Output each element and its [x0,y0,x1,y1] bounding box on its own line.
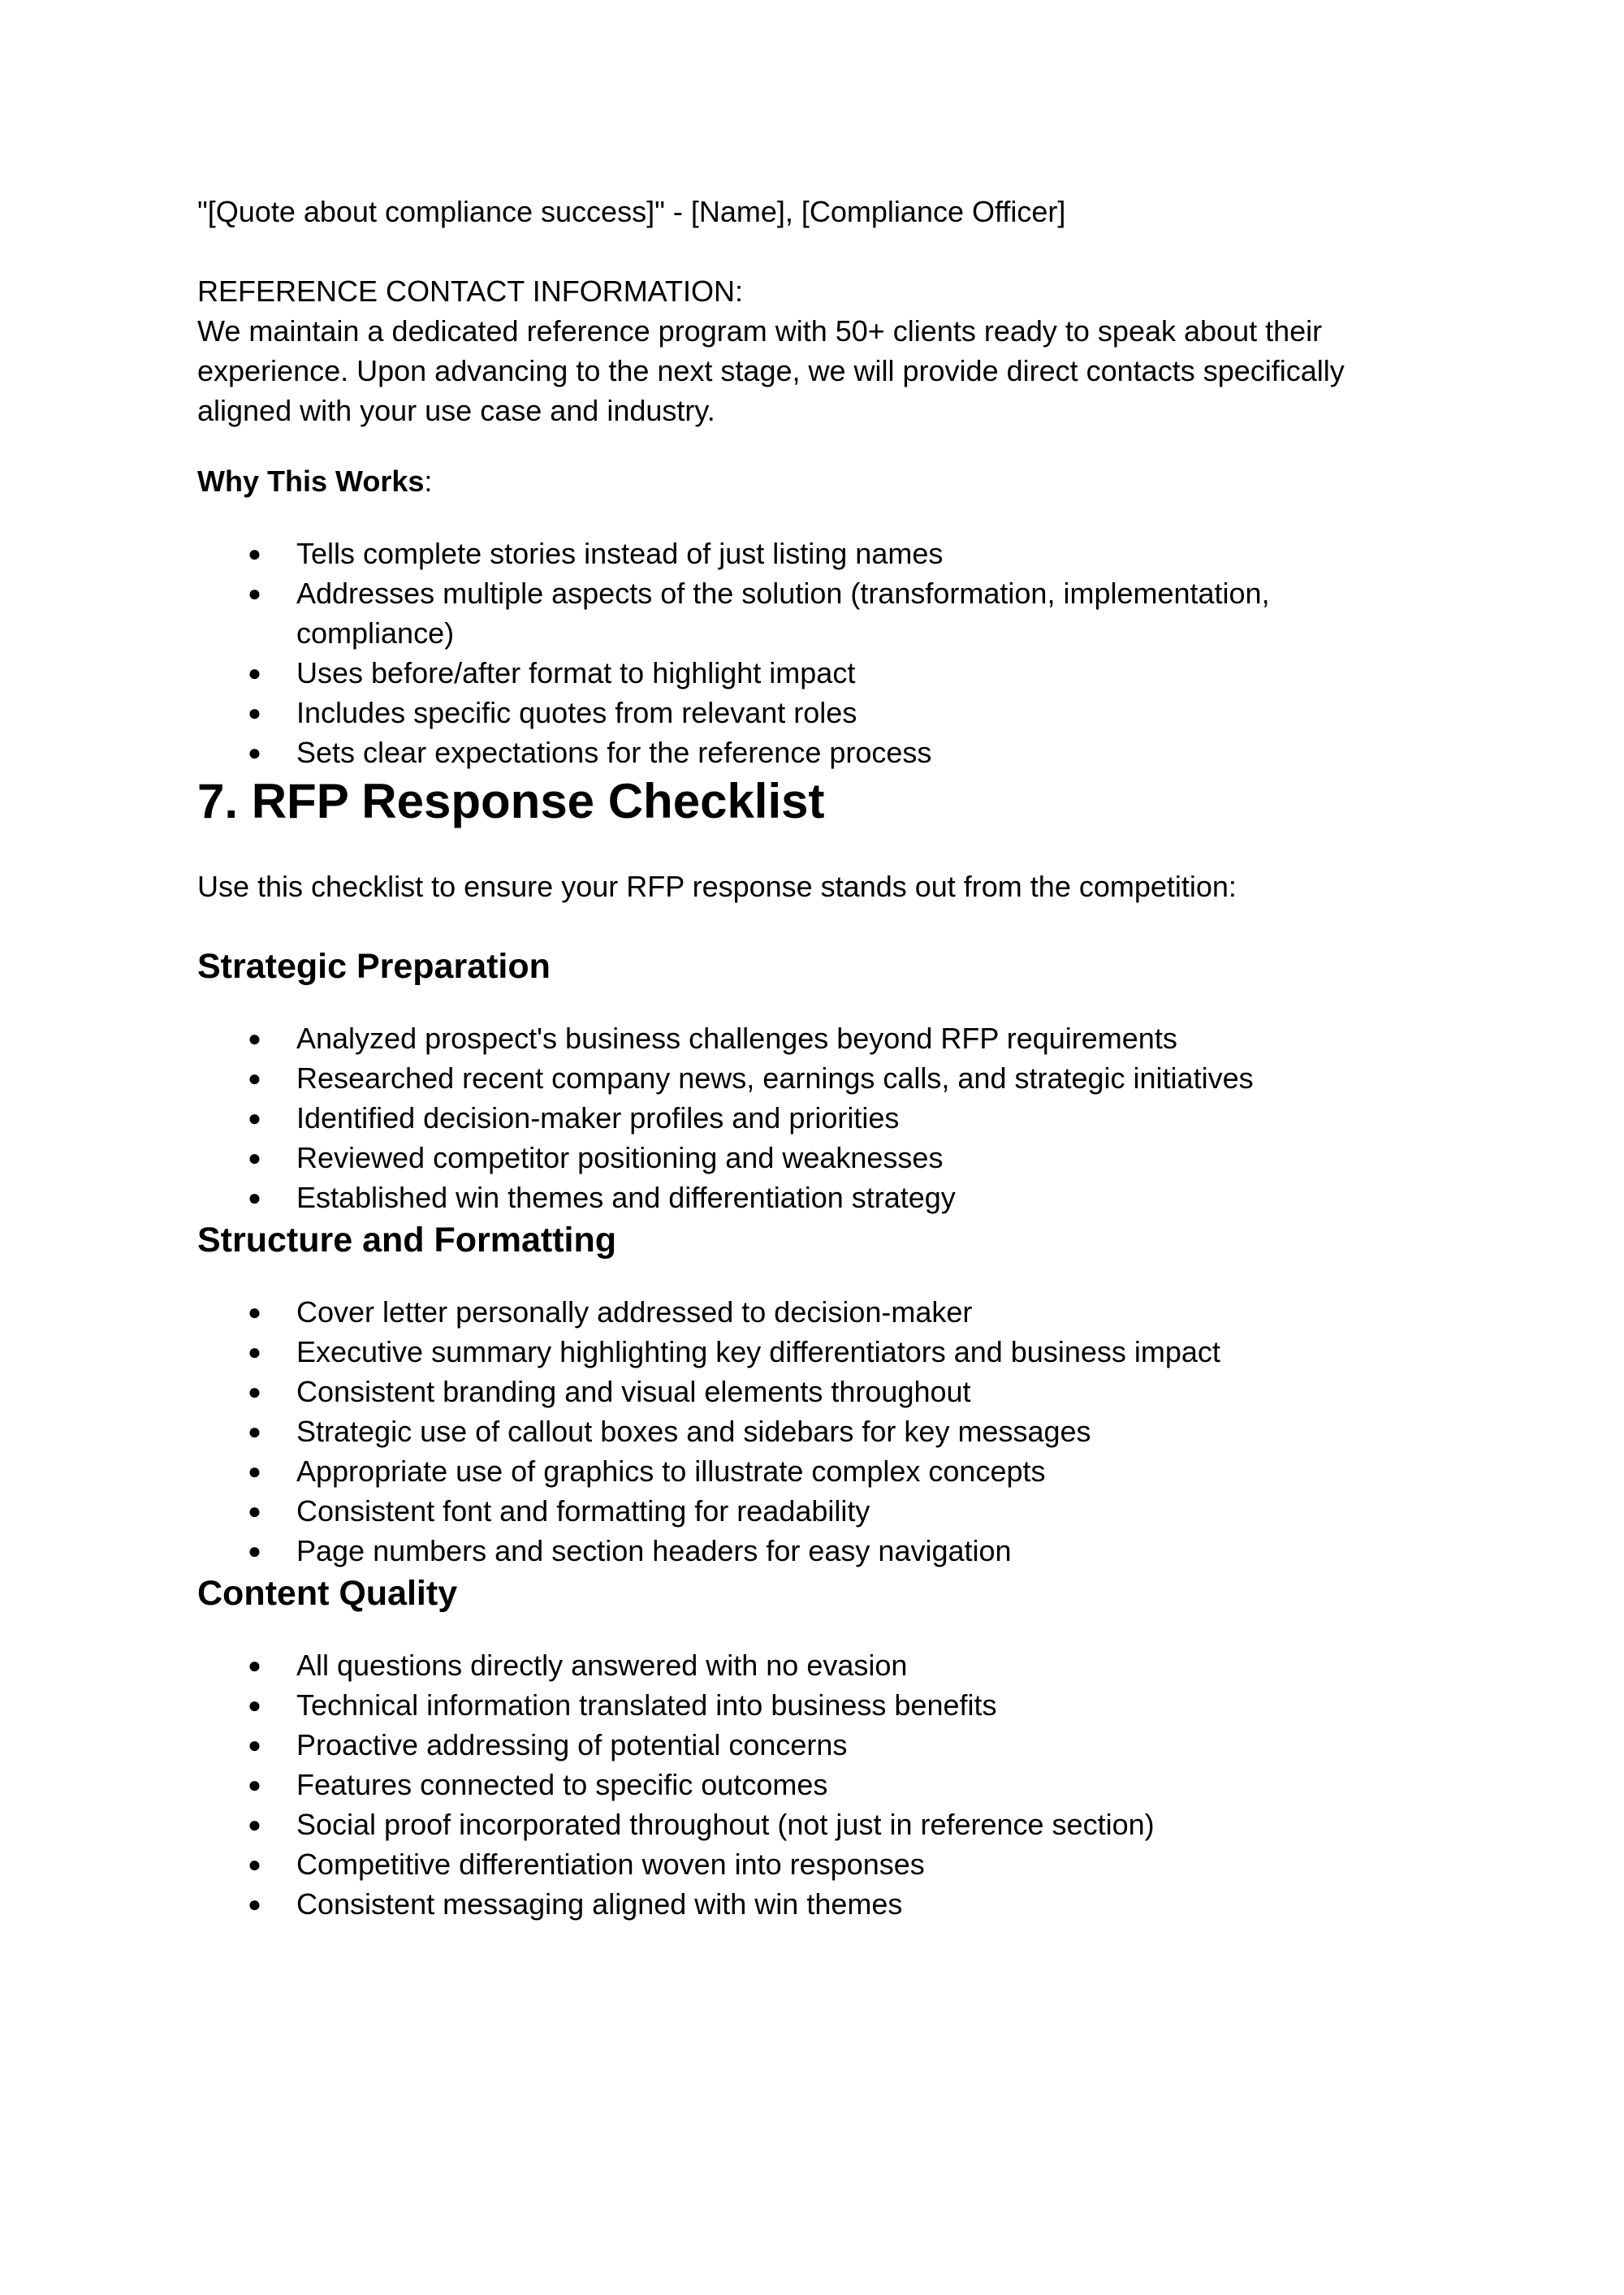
bullet-icon: ● [248,541,261,566]
bullet-icon: ● [248,1891,261,1917]
why-label-bold: Why This Works [197,465,425,498]
list-item [197,1058,1415,1098]
list-item-text: Identified decision-maker profiles and priorities [296,1101,900,1135]
list-item [197,1411,1415,1451]
list-item-text: Consistent branding and visual elements throughout [296,1375,971,1408]
list-item [197,653,1415,693]
compliance-quote: "[Quote about compliance success]" - [Name], [Compliance Officer] [197,195,1066,228]
strategic-preparation-list [197,1018,1415,1217]
list-item-text: Includes specific quotes from relevant roles [296,696,857,729]
bullet-icon: ● [248,1379,261,1404]
list-item [197,1645,1415,1685]
reference-text-line: We maintain a dedicated reference program with 50+ clients ready to speak about their [197,314,1323,348]
reference-contact-block [197,271,1415,430]
list-item-text: Sets clear expectations for the reference process [296,736,932,769]
list-item-text: Strategic use of callout boxes and sidebars for key messages [296,1415,1091,1448]
section-title: 7. RFP Response Checklist [197,774,825,828]
bullet-icon: ● [248,1145,261,1170]
bullet-icon: ● [248,700,261,725]
structure-formatting-heading: Structure and Formatting [197,1221,617,1260]
bullet-icon: ● [248,660,261,685]
why-label-colon: : [424,465,433,498]
list-item-text: Proactive addressing of potential concerns [296,1728,848,1761]
bullet-icon: ● [248,1498,261,1524]
structure-formatting-list [197,1292,1415,1571]
list-item-text: Social proof incorporated throughout (not just in reference section) [296,1808,1155,1841]
bullet-icon: ● [248,1026,261,1051]
section-intro: Use this checklist to ensure your RFP response stands out from the competition: [197,870,1237,903]
bullet-icon: ● [248,1299,261,1325]
bullet-icon: ● [248,1852,261,1877]
list-item-text: Uses before/after format to highlight impact [296,656,856,689]
list-item [197,534,1415,573]
list-item-text: Executive summary highlighting key differentiators and business impact [296,1335,1220,1368]
list-item [197,1292,1415,1332]
list-item-text: Cover letter personally addressed to decision-maker [296,1295,973,1329]
list-item [197,1804,1415,1844]
list-item-continuation [197,613,1415,653]
content-quality-list [197,1645,1415,1924]
list-item [197,1138,1415,1178]
list-item [197,1725,1415,1765]
list-item-text: All questions directly answered with no evasion [296,1649,908,1682]
bullet-icon: ● [248,1105,261,1130]
list-item-text: Appropriate use of graphics to illustrate complex concepts [296,1454,1046,1488]
list-item [197,1531,1415,1571]
list-item-text: Analyzed prospect's business challenges beyond RFP requirements [296,1022,1177,1055]
list-item [197,1491,1415,1531]
list-item [197,733,1415,772]
list-item [197,1451,1415,1491]
strategic-preparation-heading: Strategic Preparation [197,947,551,986]
bullet-icon: ● [248,1812,261,1837]
bullet-icon: ● [248,1339,261,1364]
list-item [197,573,1415,613]
reference-text-line: aligned with your use case and industry. [197,394,715,427]
list-item-text: Page numbers and section headers for easy navigation [296,1534,1012,1567]
list-item-text: Addresses multiple aspects of the solution (transformation, implementation, [296,577,1270,610]
list-item-text: Established win themes and differentiation strategy [296,1181,956,1214]
bullet-icon: ● [248,1653,261,1678]
list-item-text: Researched recent company news, earnings calls, and strategic initiatives [296,1061,1254,1095]
list-item [197,1884,1415,1924]
bullet-icon: ● [248,581,261,606]
list-item-text: Competitive differentiation woven into responses [296,1848,925,1881]
list-item [197,1098,1415,1138]
bullet-icon: ● [248,1065,261,1091]
bullet-icon: ● [248,1772,261,1797]
reference-heading: REFERENCE CONTACT INFORMATION: [197,274,744,308]
bullet-icon: ● [248,740,261,765]
content-quality-heading: Content Quality [197,1574,458,1613]
bullet-icon: ● [248,1732,261,1757]
bullet-icon: ● [248,1419,261,1444]
bullet-icon: ● [248,1692,261,1718]
list-item [197,1844,1415,1884]
list-item-text: Consistent messaging aligned with win themes [296,1887,903,1921]
list-item [197,693,1415,733]
reference-text-line: experience. Upon advancing to the next stage, we will provide direct contacts specifically [197,354,1345,387]
why-list [197,534,1415,772]
list-item [197,1178,1415,1217]
list-item-text: Technical information translated into business benefits [296,1688,997,1722]
list-item [197,1765,1415,1804]
list-item [197,1685,1415,1725]
list-item-text: compliance) [296,616,455,650]
bullet-icon: ● [248,1538,261,1563]
list-item [197,1332,1415,1372]
why-this-works-label [197,461,1415,501]
page-content [197,192,1415,1924]
list-item-text: Reviewed competitor positioning and weaknesses [296,1141,944,1174]
bullet-icon: ● [248,1459,261,1484]
bullet-icon: ● [248,1185,261,1210]
list-item-text: Features connected to specific outcomes [296,1768,828,1801]
list-item [197,1018,1415,1058]
list-item-text: Consistent font and formatting for readability [296,1494,870,1528]
list-item-text: Tells complete stories instead of just listing names [296,537,944,570]
list-item [197,1372,1415,1411]
